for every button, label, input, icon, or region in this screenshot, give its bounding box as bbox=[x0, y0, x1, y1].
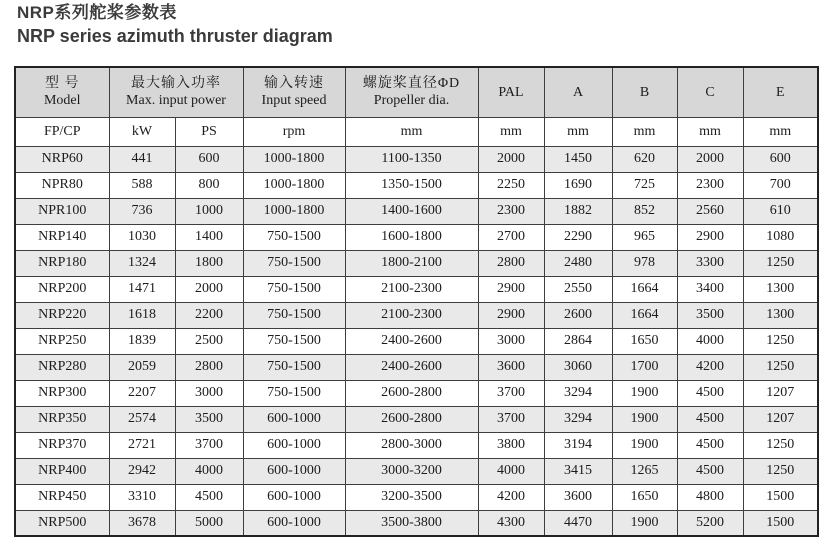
cell-a: 1882 bbox=[544, 198, 612, 224]
cell-c: 2000 bbox=[677, 146, 743, 172]
cell-c: 4500 bbox=[677, 458, 743, 484]
cell-e: 1207 bbox=[743, 406, 818, 432]
cell-propeller_dia: 2400-2600 bbox=[345, 354, 478, 380]
cell-pal: 2700 bbox=[478, 224, 544, 250]
cell-propeller_dia: 2400-2600 bbox=[345, 328, 478, 354]
cell-kw: 1618 bbox=[109, 302, 175, 328]
cell-kw: 2574 bbox=[109, 406, 175, 432]
cell-c: 5200 bbox=[677, 510, 743, 536]
cell-kw: 441 bbox=[109, 146, 175, 172]
cell-rpm: 1000-1800 bbox=[243, 146, 345, 172]
units-cell-a: mm bbox=[544, 117, 612, 146]
cell-rpm: 600-1000 bbox=[243, 458, 345, 484]
cell-e: 1500 bbox=[743, 510, 818, 536]
cell-b: 965 bbox=[612, 224, 677, 250]
cell-model: NRP350 bbox=[15, 406, 109, 432]
cell-rpm: 750-1500 bbox=[243, 380, 345, 406]
header-cell-c: C bbox=[677, 67, 743, 117]
cell-a: 2550 bbox=[544, 276, 612, 302]
table-row bbox=[15, 172, 818, 198]
header-input-speed-en: Input speed bbox=[261, 93, 327, 109]
cell-c: 3300 bbox=[677, 250, 743, 276]
header-cell-model bbox=[15, 67, 109, 117]
cell-b: 620 bbox=[612, 146, 677, 172]
table-row bbox=[15, 224, 818, 250]
table-row bbox=[15, 354, 818, 380]
cell-c: 4500 bbox=[677, 380, 743, 406]
cell-a: 3294 bbox=[544, 380, 612, 406]
cell-c: 4200 bbox=[677, 354, 743, 380]
cell-kw: 2721 bbox=[109, 432, 175, 458]
units-row bbox=[15, 117, 818, 146]
cell-e: 1250 bbox=[743, 250, 818, 276]
cell-a: 3060 bbox=[544, 354, 612, 380]
cell-e: 1080 bbox=[743, 224, 818, 250]
cell-a: 1450 bbox=[544, 146, 612, 172]
cell-pal: 4300 bbox=[478, 510, 544, 536]
cell-pal: 2250 bbox=[478, 172, 544, 198]
table-row bbox=[15, 198, 818, 224]
cell-c: 4000 bbox=[677, 328, 743, 354]
cell-b: 1664 bbox=[612, 302, 677, 328]
units-cell-model: FP/CP bbox=[15, 117, 109, 146]
cell-c: 4500 bbox=[677, 406, 743, 432]
cell-pal: 2800 bbox=[478, 250, 544, 276]
cell-kw: 1324 bbox=[109, 250, 175, 276]
cell-c: 4800 bbox=[677, 484, 743, 510]
cell-model: NRP370 bbox=[15, 432, 109, 458]
cell-kw: 3310 bbox=[109, 484, 175, 510]
table-row bbox=[15, 276, 818, 302]
cell-model: NRP400 bbox=[15, 458, 109, 484]
header-propeller-dia-zh: 螺旋桨直径ΦD bbox=[362, 76, 461, 92]
table-body bbox=[15, 146, 818, 536]
cell-b: 1900 bbox=[612, 510, 677, 536]
cell-rpm: 600-1000 bbox=[243, 510, 345, 536]
cell-kw: 1839 bbox=[109, 328, 175, 354]
cell-propeller_dia: 2100-2300 bbox=[345, 302, 478, 328]
cell-rpm: 1000-1800 bbox=[243, 198, 345, 224]
cell-ps: 1800 bbox=[175, 250, 243, 276]
cell-ps: 5000 bbox=[175, 510, 243, 536]
cell-rpm: 1000-1800 bbox=[243, 172, 345, 198]
cell-rpm: 750-1500 bbox=[243, 276, 345, 302]
cell-b: 1265 bbox=[612, 458, 677, 484]
cell-model: NRP500 bbox=[15, 510, 109, 536]
cell-a: 3415 bbox=[544, 458, 612, 484]
cell-c: 3400 bbox=[677, 276, 743, 302]
units-cell-b: mm bbox=[612, 117, 677, 146]
cell-ps: 600 bbox=[175, 146, 243, 172]
cell-a: 2600 bbox=[544, 302, 612, 328]
header-cell-a: A bbox=[544, 67, 612, 117]
cell-b: 1900 bbox=[612, 406, 677, 432]
cell-rpm: 750-1500 bbox=[243, 224, 345, 250]
cell-propeller_dia: 2600-2800 bbox=[345, 380, 478, 406]
cell-propeller_dia: 3500-3800 bbox=[345, 510, 478, 536]
thruster-spec-table bbox=[14, 66, 819, 537]
cell-rpm: 600-1000 bbox=[243, 484, 345, 510]
cell-a: 2480 bbox=[544, 250, 612, 276]
table-row bbox=[15, 250, 818, 276]
table-row bbox=[15, 484, 818, 510]
cell-model: NRP200 bbox=[15, 276, 109, 302]
table-row bbox=[15, 406, 818, 432]
cell-a: 2864 bbox=[544, 328, 612, 354]
cell-kw: 2942 bbox=[109, 458, 175, 484]
units-cell-e: mm bbox=[743, 117, 818, 146]
cell-model: NRP250 bbox=[15, 328, 109, 354]
cell-a: 4470 bbox=[544, 510, 612, 536]
cell-e: 1250 bbox=[743, 328, 818, 354]
cell-pal: 2300 bbox=[478, 198, 544, 224]
cell-c: 2900 bbox=[677, 224, 743, 250]
cell-pal: 3700 bbox=[478, 380, 544, 406]
cell-model: NPR100 bbox=[15, 198, 109, 224]
header-cell-b: B bbox=[612, 67, 677, 117]
cell-ps: 4500 bbox=[175, 484, 243, 510]
units-cell-ps: PS bbox=[175, 117, 243, 146]
cell-propeller_dia: 3200-3500 bbox=[345, 484, 478, 510]
table-row bbox=[15, 510, 818, 536]
cell-pal: 2900 bbox=[478, 302, 544, 328]
cell-b: 725 bbox=[612, 172, 677, 198]
cell-rpm: 600-1000 bbox=[243, 406, 345, 432]
cell-e: 1300 bbox=[743, 302, 818, 328]
cell-kw: 2207 bbox=[109, 380, 175, 406]
cell-pal: 2000 bbox=[478, 146, 544, 172]
cell-model: NRP60 bbox=[15, 146, 109, 172]
units-cell-pal: mm bbox=[478, 117, 544, 146]
title-block bbox=[17, 2, 333, 48]
cell-b: 1650 bbox=[612, 484, 677, 510]
units-cell-propeller-dia: mm bbox=[345, 117, 478, 146]
table-row bbox=[15, 458, 818, 484]
cell-e: 1500 bbox=[743, 484, 818, 510]
cell-b: 1650 bbox=[612, 328, 677, 354]
cell-b: 1900 bbox=[612, 432, 677, 458]
header-cell-max-input-power bbox=[109, 67, 243, 117]
cell-pal: 4000 bbox=[478, 458, 544, 484]
cell-pal: 4200 bbox=[478, 484, 544, 510]
table-header bbox=[15, 67, 818, 146]
cell-propeller_dia: 3000-3200 bbox=[345, 458, 478, 484]
cell-kw: 736 bbox=[109, 198, 175, 224]
cell-propeller_dia: 2800-3000 bbox=[345, 432, 478, 458]
table-row bbox=[15, 380, 818, 406]
cell-propeller_dia: 2100-2300 bbox=[345, 276, 478, 302]
cell-kw: 1471 bbox=[109, 276, 175, 302]
cell-a: 3600 bbox=[544, 484, 612, 510]
cell-a: 2290 bbox=[544, 224, 612, 250]
cell-pal: 3800 bbox=[478, 432, 544, 458]
cell-e: 1250 bbox=[743, 354, 818, 380]
cell-ps: 3700 bbox=[175, 432, 243, 458]
cell-e: 1207 bbox=[743, 380, 818, 406]
page-title-zh: NRP系列舵桨参数表 bbox=[17, 3, 177, 22]
cell-ps: 3000 bbox=[175, 380, 243, 406]
cell-ps: 2000 bbox=[175, 276, 243, 302]
cell-kw: 588 bbox=[109, 172, 175, 198]
cell-model: NRP280 bbox=[15, 354, 109, 380]
header-propeller-dia-en: Propeller dia. bbox=[373, 93, 450, 109]
cell-rpm: 750-1500 bbox=[243, 354, 345, 380]
header-cell-pal: PAL bbox=[478, 67, 544, 117]
cell-ps: 4000 bbox=[175, 458, 243, 484]
cell-model: NRP180 bbox=[15, 250, 109, 276]
cell-e: 700 bbox=[743, 172, 818, 198]
cell-kw: 3678 bbox=[109, 510, 175, 536]
cell-ps: 2800 bbox=[175, 354, 243, 380]
header-input-speed-zh: 输入转速 bbox=[264, 76, 324, 92]
header-row bbox=[15, 67, 818, 117]
cell-ps: 1000 bbox=[175, 198, 243, 224]
cell-rpm: 750-1500 bbox=[243, 302, 345, 328]
cell-ps: 1400 bbox=[175, 224, 243, 250]
cell-c: 2300 bbox=[677, 172, 743, 198]
cell-a: 1690 bbox=[544, 172, 612, 198]
cell-b: 1664 bbox=[612, 276, 677, 302]
header-model-en: Model bbox=[43, 93, 81, 109]
cell-model: NRP140 bbox=[15, 224, 109, 250]
header-max-input-power-en: Max. input power bbox=[126, 93, 226, 109]
cell-c: 3500 bbox=[677, 302, 743, 328]
cell-model: NRP450 bbox=[15, 484, 109, 510]
cell-rpm: 750-1500 bbox=[243, 250, 345, 276]
header-max-input-power-zh: 最大输入功率 bbox=[131, 76, 221, 92]
cell-propeller_dia: 1800-2100 bbox=[345, 250, 478, 276]
page-title-en: NRP series azimuth thruster diagram bbox=[17, 26, 333, 46]
cell-pal: 3600 bbox=[478, 354, 544, 380]
header-cell-propeller-dia bbox=[345, 67, 478, 117]
cell-b: 1900 bbox=[612, 380, 677, 406]
units-cell-c: mm bbox=[677, 117, 743, 146]
cell-b: 978 bbox=[612, 250, 677, 276]
cell-propeller_dia: 2600-2800 bbox=[345, 406, 478, 432]
units-cell-rpm: rpm bbox=[243, 117, 345, 146]
table-row bbox=[15, 302, 818, 328]
header-cell-input-speed bbox=[243, 67, 345, 117]
cell-propeller_dia: 1100-1350 bbox=[345, 146, 478, 172]
cell-c: 2560 bbox=[677, 198, 743, 224]
cell-model: NRP300 bbox=[15, 380, 109, 406]
cell-ps: 2500 bbox=[175, 328, 243, 354]
cell-a: 3294 bbox=[544, 406, 612, 432]
cell-propeller_dia: 1400-1600 bbox=[345, 198, 478, 224]
cell-ps: 800 bbox=[175, 172, 243, 198]
cell-e: 610 bbox=[743, 198, 818, 224]
cell-c: 4500 bbox=[677, 432, 743, 458]
cell-e: 1250 bbox=[743, 458, 818, 484]
cell-e: 1250 bbox=[743, 432, 818, 458]
cell-kw: 1030 bbox=[109, 224, 175, 250]
cell-kw: 2059 bbox=[109, 354, 175, 380]
table-row bbox=[15, 432, 818, 458]
cell-e: 1300 bbox=[743, 276, 818, 302]
table-row bbox=[15, 146, 818, 172]
cell-rpm: 750-1500 bbox=[243, 328, 345, 354]
cell-rpm: 600-1000 bbox=[243, 432, 345, 458]
cell-pal: 3700 bbox=[478, 406, 544, 432]
units-cell-kw: kW bbox=[109, 117, 175, 146]
cell-e: 600 bbox=[743, 146, 818, 172]
cell-propeller_dia: 1600-1800 bbox=[345, 224, 478, 250]
cell-pal: 2900 bbox=[478, 276, 544, 302]
cell-b: 852 bbox=[612, 198, 677, 224]
table-row bbox=[15, 328, 818, 354]
header-cell-e: E bbox=[743, 67, 818, 117]
cell-b: 1700 bbox=[612, 354, 677, 380]
cell-propeller_dia: 1350-1500 bbox=[345, 172, 478, 198]
cell-ps: 3500 bbox=[175, 406, 243, 432]
cell-a: 3194 bbox=[544, 432, 612, 458]
cell-model: NPR80 bbox=[15, 172, 109, 198]
cell-pal: 3000 bbox=[478, 328, 544, 354]
cell-model: NRP220 bbox=[15, 302, 109, 328]
cell-ps: 2200 bbox=[175, 302, 243, 328]
header-model-zh: 型 号 bbox=[45, 76, 80, 92]
